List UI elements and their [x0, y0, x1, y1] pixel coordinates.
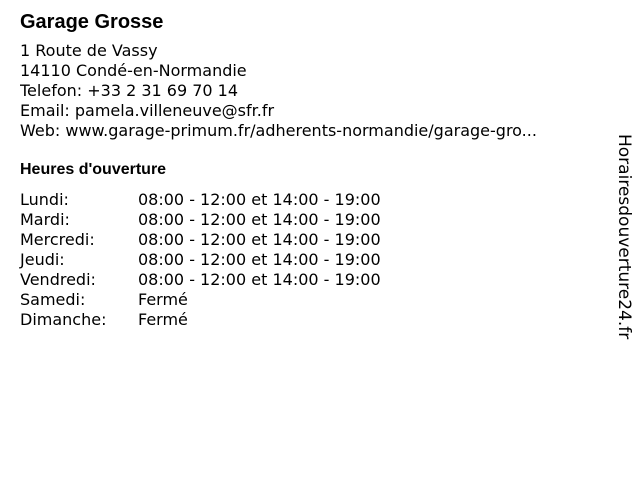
day-hours: 08:00 - 12:00 et 14:00 - 19:00	[138, 250, 381, 269]
day-label: Vendredi:	[20, 270, 96, 289]
day-label: Mardi:	[20, 210, 70, 229]
business-card	[20, 10, 605, 330]
opening-hours-heading: Heures d'ouverture	[20, 161, 167, 178]
day-hours: 08:00 - 12:00 et 14:00 - 19:00	[138, 230, 381, 249]
hours-row-wednesday	[20, 230, 605, 250]
day-hours: Fermé	[138, 290, 188, 309]
hours-row-tuesday	[20, 210, 605, 230]
day-label: Mercredi:	[20, 230, 95, 249]
email-line: Email: pamela.villeneuve@sfr.fr	[20, 101, 275, 120]
day-label: Samedi:	[20, 290, 86, 309]
hours-row-friday	[20, 270, 605, 290]
website-line: Web: www.garage-primum.fr/adherents-normandie/garage-gro...	[20, 121, 537, 140]
hours-row-saturday	[20, 290, 605, 310]
day-label: Dimanche:	[20, 310, 107, 329]
day-hours: Fermé	[138, 310, 188, 329]
day-label: Lundi:	[20, 190, 69, 209]
hours-row-monday	[20, 190, 605, 210]
address-city: 14110 Condé-en-Normandie	[20, 61, 247, 80]
hours-row-thursday	[20, 250, 605, 270]
opening-hours-table	[20, 190, 605, 330]
business-name: Garage Grosse	[20, 11, 164, 33]
day-label: Jeudi:	[20, 250, 65, 269]
day-hours: 08:00 - 12:00 et 14:00 - 19:00	[138, 210, 381, 229]
day-hours: 08:00 - 12:00 et 14:00 - 19:00	[138, 190, 381, 209]
phone-line: Telefon: +33 2 31 69 70 14	[20, 81, 239, 100]
hours-row-sunday	[20, 310, 605, 330]
address-street: 1 Route de Vassy	[20, 41, 158, 60]
day-hours: 08:00 - 12:00 et 14:00 - 19:00	[138, 270, 381, 289]
site-watermark: Horairesdouverture24.fr	[614, 134, 634, 340]
